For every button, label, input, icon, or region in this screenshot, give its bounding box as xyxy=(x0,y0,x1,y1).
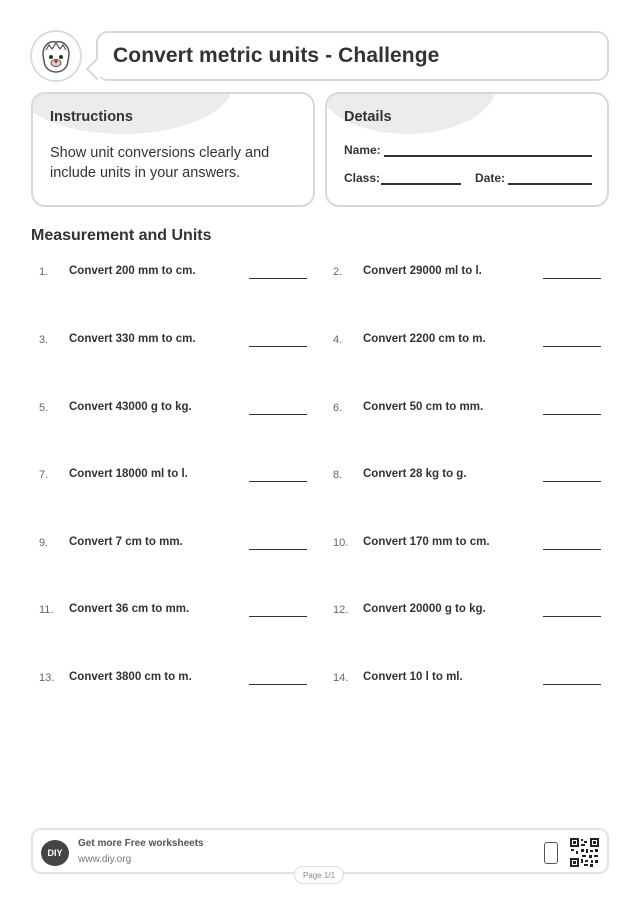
question-number: 9. xyxy=(39,537,49,549)
footer-promo-text: Get more Free worksheets xyxy=(78,838,204,849)
question-number: 7. xyxy=(39,469,49,481)
question-text: Convert 170 mm to cm. xyxy=(363,536,490,548)
question-text: Convert 50 cm to mm. xyxy=(363,401,484,413)
answer-line[interactable] xyxy=(249,278,307,279)
page-title: Convert metric units - Challenge xyxy=(113,44,440,67)
answer-line[interactable] xyxy=(249,414,307,415)
question-text: Convert 29000 ml to l. xyxy=(363,265,482,277)
name-label: Name: xyxy=(344,143,381,157)
question-text: Convert 36 cm to mm. xyxy=(69,603,190,615)
question-number: 6. xyxy=(333,402,343,414)
question-number: 4. xyxy=(333,334,343,346)
section-title: Measurement and Units xyxy=(31,227,212,244)
details-card xyxy=(325,92,609,207)
question-text: Convert 2200 cm to m. xyxy=(363,333,486,345)
question-number: 8. xyxy=(333,469,343,481)
date-label: Date: xyxy=(475,171,506,185)
name-field[interactable] xyxy=(384,155,592,157)
question-number: 14. xyxy=(333,672,349,684)
answer-line[interactable] xyxy=(249,346,307,347)
qr-code-icon[interactable] xyxy=(569,837,600,868)
answer-line[interactable] xyxy=(543,481,601,482)
question-text: Convert 3800 cm to m. xyxy=(69,671,192,683)
answer-line[interactable] xyxy=(543,278,601,279)
instructions-body: Show unit conversions clearly and include units in your answers. xyxy=(50,145,270,181)
mascot-icon xyxy=(30,30,82,82)
answer-line[interactable] xyxy=(543,549,601,550)
question-text: Convert 18000 ml to l. xyxy=(69,468,188,480)
question-text: Convert 7 cm to mm. xyxy=(69,536,183,548)
page-indicator: Page 1/1 xyxy=(294,866,344,884)
question-text: Convert 330 mm to cm. xyxy=(69,333,196,345)
question-number: 13. xyxy=(39,672,55,684)
question-number: 1. xyxy=(39,266,49,278)
answer-line[interactable] xyxy=(543,616,601,617)
question-number: 10. xyxy=(333,537,349,549)
phone-icon xyxy=(544,842,558,864)
date-field[interactable] xyxy=(508,183,592,185)
class-field[interactable] xyxy=(381,183,461,185)
footer-url-link[interactable]: www.diy.org xyxy=(78,854,132,865)
instructions-card xyxy=(31,92,315,207)
question-number: 3. xyxy=(39,334,49,346)
question-number: 5. xyxy=(39,402,49,414)
question-text: Convert 10 l to ml. xyxy=(363,671,463,683)
diy-logo-icon[interactable]: DIY xyxy=(41,840,69,866)
answer-line[interactable] xyxy=(543,684,601,685)
instructions-heading: Instructions xyxy=(50,109,133,125)
question-number: 12. xyxy=(333,604,349,616)
details-heading: Details xyxy=(344,109,392,125)
answer-line[interactable] xyxy=(249,549,307,550)
answer-line[interactable] xyxy=(249,684,307,685)
answer-line[interactable] xyxy=(249,481,307,482)
question-text: Convert 200 mm to cm. xyxy=(69,265,196,277)
title-box xyxy=(96,31,609,81)
question-number: 2. xyxy=(333,266,343,278)
question-text: Convert 28 kg to g. xyxy=(363,468,467,480)
answer-line[interactable] xyxy=(543,414,601,415)
answer-line[interactable] xyxy=(249,616,307,617)
question-text: Convert 20000 g to kg. xyxy=(363,603,486,615)
class-label: Class: xyxy=(344,171,381,185)
answer-line[interactable] xyxy=(543,346,601,347)
question-text: Convert 43000 g to kg. xyxy=(69,401,192,413)
question-number: 11. xyxy=(39,604,54,616)
